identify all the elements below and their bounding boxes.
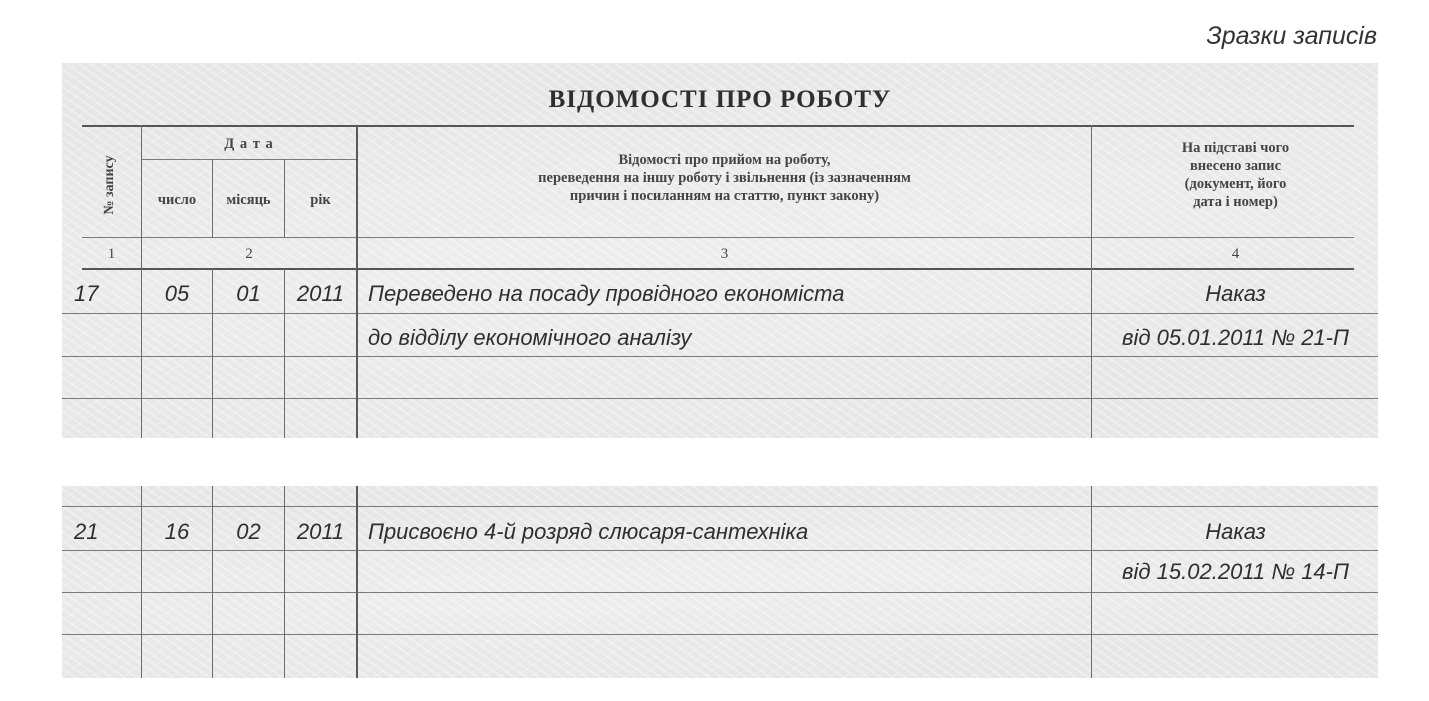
row-rule [62,634,1378,635]
record-basis-line1: Наказ [1205,519,1266,544]
form-title: ВІДОМОСТІ ПРО РОБОТУ [548,86,892,113]
header-info-line1: Відомості про прийом на роботу, [618,152,831,168]
column-divider [284,486,285,678]
header-info-line2: переведення на іншу роботу і звільнення (із зазначенням [538,170,911,186]
header-basis-line3: (документ, його [1184,176,1287,192]
column-divider [141,486,142,678]
header-info [358,151,1091,205]
column-number: 1 [107,246,116,262]
row-rule [62,506,1378,507]
header-top-rule [82,125,1354,127]
column-divider [1091,125,1092,438]
record-basis-line2: від 05.01.2011 № 21-П [1122,325,1349,350]
record-month: 02 [236,519,261,544]
header-bottom-rule [82,237,1354,238]
header-month: місяць [226,192,271,208]
column-number: 2 [245,246,253,262]
column-divider [1091,486,1092,678]
record-basis-line1: Наказ [1205,281,1266,306]
samples-caption: Зразки записів [1206,22,1377,50]
column-divider [356,486,358,678]
column-divider [212,486,213,678]
header-year: рік [310,192,331,208]
record-number: 21 [74,519,99,544]
header-info-line3: причин і посиланням на статтю, пункт закону) [569,188,880,204]
row-rule [62,592,1378,593]
column-number: 3 [720,246,729,262]
column-number: 4 [1231,246,1240,262]
row-rule [62,313,1378,314]
date-subheader-rule [142,159,357,160]
header-basis-line2: внесено запис [1189,158,1282,174]
record-day: 05 [164,281,190,306]
record-month: 01 [236,281,261,306]
header-record-no: № запису [102,155,117,215]
record-day: 16 [164,519,190,544]
column-number-rule [82,268,1354,270]
row-rule [62,550,1378,551]
record-number: 17 [74,281,99,306]
record-text-line2: до відділу економічного аналізу [368,325,692,350]
header-basis-line4: дата і номер) [1193,194,1278,210]
header-date: Д а т а [224,136,274,152]
header-day: число [157,192,197,208]
work-record-form [62,63,1378,438]
work-record-fragment [62,486,1378,678]
row-rule [62,356,1378,357]
record-text-line1: Переведено на посаду провідного економіста [368,281,845,306]
header-basis-line1: На підставі чого [1181,140,1290,156]
row-rule [62,398,1378,399]
record-basis-line2: від 15.02.2011 № 14-П [1122,559,1349,584]
record-year: 2011 [296,519,345,544]
record-text-line1: Присвоєно 4-й розряд слюсаря-сантехніка [368,519,809,544]
header-basis [1093,139,1378,211]
record-year: 2011 [296,281,345,306]
